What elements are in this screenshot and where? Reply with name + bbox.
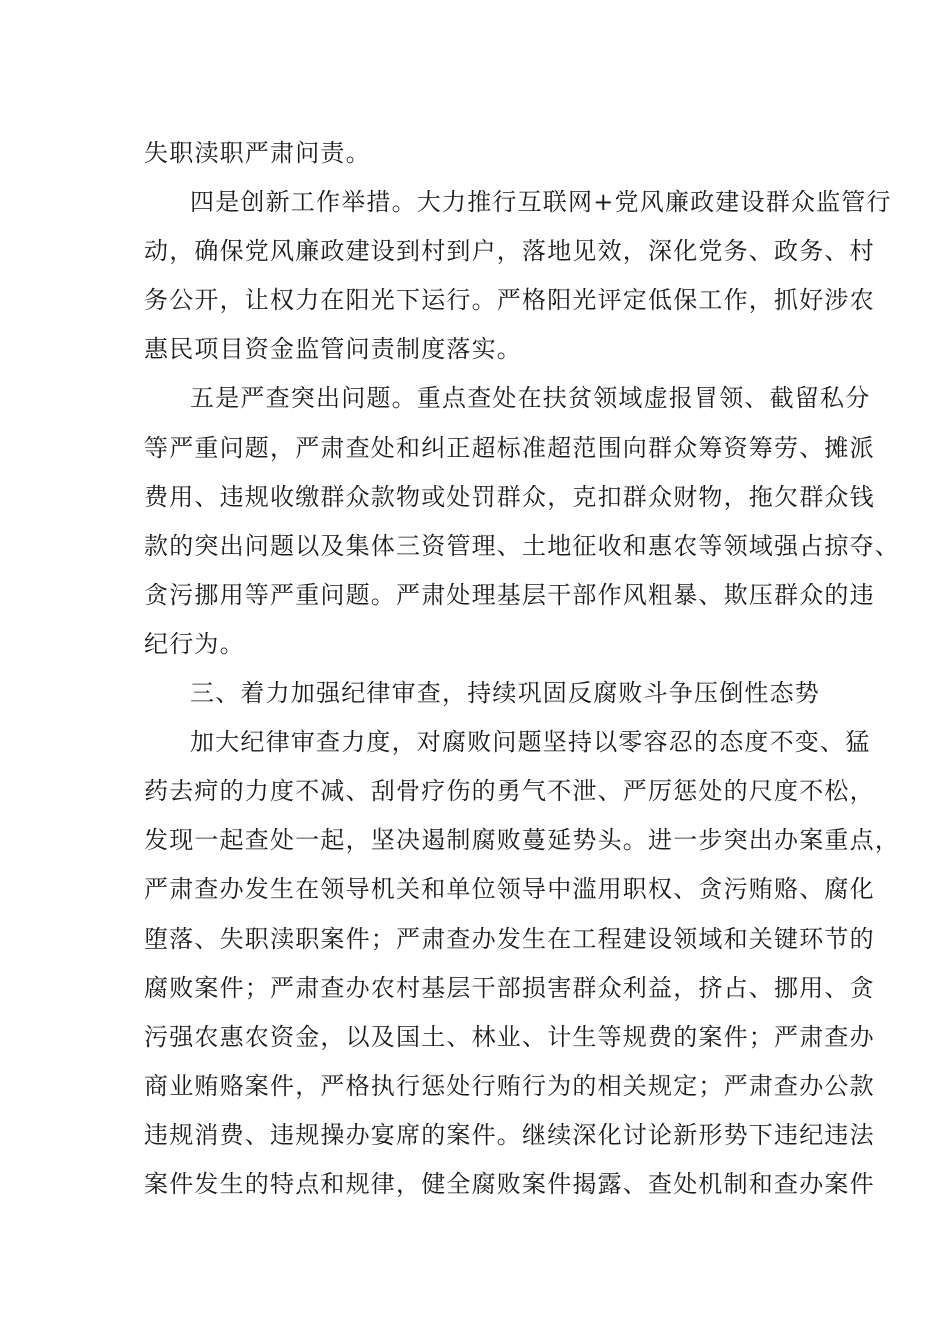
text-line: 商业贿赂案件，严格执行惩处行贿行为的相关规定；严肃查办公款 xyxy=(144,1071,875,1100)
text-line: 动，确保党风廉政建设到村到户，落地见效，深化党务、政务、村 xyxy=(144,237,875,266)
text-line: 污强农惠农资金，以及国土、林业、计生等规费的案件；严肃查办 xyxy=(144,1022,875,1051)
text-line: 款的突出问题以及集体三资管理、土地征收和惠农等领域强占掠夺、 xyxy=(144,531,900,560)
paragraph-start-line: 四是创新工作举措。大力推行互联网+党风廉政建设群众监管行 xyxy=(190,188,892,217)
text-line: 腐败案件；严肃查办农村基层干部损害群众利益，挤占、挪用、贪 xyxy=(144,973,875,1002)
text-line: 案件发生的特点和规律，健全腐败案件揭露、查处机制和查办案件 xyxy=(144,1169,875,1198)
paragraph-start-line: 加大纪律审查力度，对腐败问题坚持以零容忍的态度不变、猛 xyxy=(190,728,871,757)
text-line: 惠民项目资金监管问责制度落实。 xyxy=(144,335,522,364)
text-line: 堕落、失职渎职案件；严肃查办发生在工程建设领域和关键环节的 xyxy=(144,924,875,953)
text-line: 费用、违规收缴群众款物或处罚群众，克扣群众财物，拖欠群众钱 xyxy=(144,482,875,511)
section-heading: 三、着力加强纪律审查，持续巩固反腐败斗争压倒性态势 xyxy=(190,679,820,708)
text-line: 药去疴的力度不减、刮骨疗伤的勇气不泄、严厉惩处的尺度不松， xyxy=(144,777,875,806)
text-line: 严肃查办发生在领导机关和单位领导中滥用职权、贪污贿赂、腐化 xyxy=(144,875,875,904)
text-line: 务公开，让权力在阳光下运行。严格阳光评定低保工作，抓好涉农 xyxy=(144,286,875,315)
text-line: 纪行为。 xyxy=(144,629,245,658)
text-line: 等严重问题，严肃查处和纠正超标准超范围向群众筹资筹劳、摊派 xyxy=(144,433,875,462)
text-line: 失职渎职严肃问责。 xyxy=(144,139,371,167)
text-line: 发现一起查处一起，坚决遏制腐败蔓延势头。进一步突出办案重点， xyxy=(144,826,900,855)
text-line: 贪污挪用等严重问题。严肃处理基层干部作风粗暴、欺压群众的违 xyxy=(144,580,875,609)
paragraph-start-line: 五是严查突出问题。重点查处在扶贫领域虚报冒领、截留私分 xyxy=(190,384,871,413)
document-body xyxy=(144,129,900,1209)
text-line: 违规消费、违规操办宴席的案件。继续深化讨论新形势下违纪违法 xyxy=(144,1120,875,1149)
